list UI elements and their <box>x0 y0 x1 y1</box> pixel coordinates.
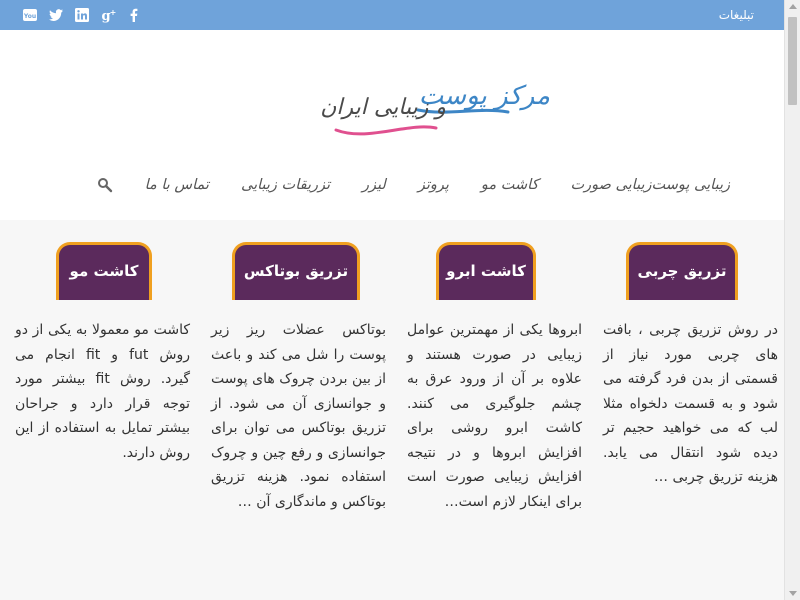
nav-item-face-beauty[interactable]: زیبایی صورت <box>570 177 652 193</box>
nav-item-cosmetic-injections[interactable]: تزریقات زیبایی <box>240 177 331 193</box>
nav-item-hair-transplant[interactable]: کاشت مو <box>480 177 539 193</box>
service-description: کاشت مو معمولا به یکی از دو روش fut و fit انجام می گیرد. روش fit بیشتر مورد توجه قرار دارد و جراحان بیشتر تمایل به استفاده از این روش دارند. <box>15 322 191 461</box>
scroll-down-icon[interactable] <box>789 591 797 596</box>
services-section <box>0 220 784 600</box>
service-title-badge[interactable]: کاشت مو <box>56 242 152 300</box>
service-title-badge[interactable]: تزریق چربی <box>626 242 738 300</box>
svg-text:+: + <box>109 8 116 17</box>
scroll-up-icon[interactable] <box>789 4 797 9</box>
site-logo[interactable] <box>318 52 556 142</box>
svg-text:g: g <box>101 9 111 23</box>
nav-item-prosthesis[interactable]: پروتز <box>417 177 449 193</box>
svg-text:You: You <box>23 13 37 20</box>
service-description: بوتاکس عضلات ریز زیر پوست را شل می کند و باعث از بین بردن چروک های پوست و جوانسازی آن می شود. از تزریق بوتاکس می توان برای جوانسازی و رفع چین و چروک استفاده نمود. هزینه تزریق بوتاکس و ماندگاری آن … <box>211 322 386 510</box>
scroll-thumb[interactable] <box>788 17 797 105</box>
top-bar <box>0 0 784 30</box>
nav-item-laser[interactable]: لیزر <box>362 177 386 193</box>
logo-text-primary: مرکز پوست <box>418 81 550 111</box>
logo-text-secondary: و زیبایی ایران <box>320 95 446 120</box>
search-icon[interactable] <box>97 177 113 193</box>
nav-item-contact[interactable]: تماس با ما <box>144 177 209 193</box>
social-links <box>22 6 142 24</box>
service-title-badge[interactable]: تزریق بوتاکس <box>232 242 360 300</box>
site-header <box>0 30 784 220</box>
service-title-badge[interactable]: کاشت ابرو <box>436 242 536 300</box>
page-scrollbar[interactable] <box>784 0 800 600</box>
youtube-icon[interactable] <box>22 7 38 23</box>
twitter-icon[interactable] <box>48 7 64 23</box>
nav-item-skin-beauty[interactable]: زیبایی پوست <box>651 177 730 193</box>
google-plus-icon[interactable] <box>100 7 116 23</box>
facebook-icon[interactable] <box>126 7 142 23</box>
service-description: در روش تزریق چربی ، بافت های چربی مورد نیاز از قسمتی از بدن فرد گرفته می شود و به قسمت دلخواه مثلا لب که می خواهید حجیم تر دیده شود انتقال می یابد. هزینه تزریق چربی … <box>603 322 778 485</box>
service-description: ابروها یکی از مهمترین عوامل زیبایی در صورت هستند و علاوه بر آن از ورود عرق به چشم جلوگیری می کنند. کاشت ابرو روشی برای افزایش ابروها و در نتیجه افزایش زیبایی صورت است برای اینکار لازم است… <box>407 322 582 510</box>
main-nav <box>60 170 730 200</box>
linkedin-icon[interactable] <box>74 7 90 23</box>
ads-link[interactable]: تبلیغات <box>718 8 754 22</box>
